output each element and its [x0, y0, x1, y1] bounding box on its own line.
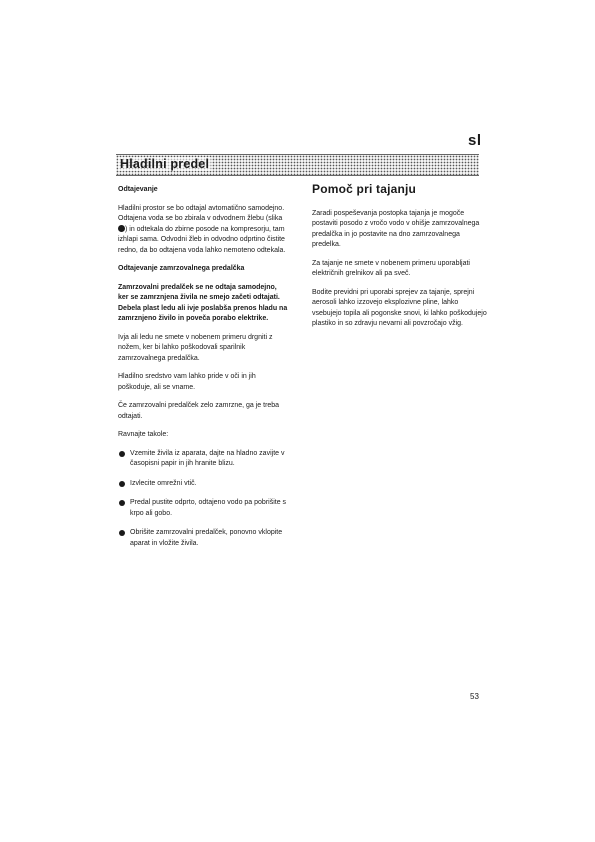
defrost-paragraph	[118, 204, 288, 257]
help-heading: Pomoč pri tajanju	[312, 182, 417, 196]
defrost-text-b: ) in odtekala do zbirne posode na kompresorju, tam izhlapi sama. Odvodni žleb in odvodno odprtino čistite redno, da bo odtajena voda lahko nemoteno odtekala.	[118, 225, 286, 254]
help-paragraph-1: Zaradi pospeševanja postopka tajanja je mogoče postaviti posodo z vročo vodo v ohišje zamrzovalnega predalčka in jo postavite na dno zamrzovalnega predelka.	[312, 209, 480, 248]
bullet-icon	[119, 451, 125, 457]
paragraph-instructions: Ravnajte takole:	[118, 431, 169, 438]
defrost-heading: Odtajevanje	[118, 186, 158, 193]
steps-list	[118, 449, 288, 550]
list-item	[118, 449, 288, 470]
freezer-defrost-heading: Odtajevanje zamrzovalnega predalčka	[118, 265, 245, 272]
figure-reference-icon	[118, 225, 125, 232]
list-item	[118, 528, 288, 549]
section-header-bar	[116, 154, 479, 176]
section-title: Hladilni predel	[120, 157, 210, 171]
step-text: Obrišite zamrzovalni predalček, ponovno vklopite aparat in vložite živila.	[130, 529, 283, 547]
paragraph-when-defrost: Če zamrzovalni predalček zelo zamrzne, ga je treba odtajati.	[118, 402, 280, 420]
bullet-icon	[119, 500, 125, 506]
page-number: 53	[470, 692, 479, 701]
bullet-icon	[119, 530, 125, 536]
list-item	[118, 479, 288, 490]
language-code: sl	[468, 132, 482, 149]
freezer-warning-paragraph: Zamrzovalni predalček se ne odtaja samodejno, ker se zamrznjena živila ne smejo začeti odtajati. Debela plast ledu ali ivje poslabša prenos hladu na zamrznjeno živilo in poveča porabo elektrike.	[118, 283, 288, 322]
left-column	[118, 185, 288, 558]
step-text: Predal pustite odprto, odtajeno vodo pa pobrišite s krpo ali gobo.	[130, 499, 287, 517]
bullet-icon	[119, 481, 125, 487]
paragraph-refrigerant: Hladilno sredstvo vam lahko pride v oči in jih poškoduje, ali se vname.	[118, 373, 256, 391]
right-column	[312, 184, 487, 338]
step-text: Izvlecite omrežni vtič.	[130, 479, 197, 487]
step-text: Vzemite živila iz aparata, dajte na hladno zavijte v časopisni papir in jih hranite blizu.	[130, 449, 285, 467]
list-item	[118, 498, 288, 519]
help-paragraph-3: Bodite previdni pri uporabi sprejev za tajanje, sprejni aerosoli lahko izzovejo eksplozivne pline, lahko vsebujejo topila ali pogonske snovi, ki lahko poškodujejo plastiko in so zdravju nevarni ali povzročajo vžig.	[312, 288, 487, 327]
paragraph-ice-knife: Ivja ali ledu ne smete v nobenem primeru drgniti z nožem, ker bi lahko poškodovali sparilnik zamrzovalnega predalčka.	[118, 333, 273, 362]
defrost-text-a: Hladilni prostor se bo odtajal avtomatično samodejno. Odtajena voda se bo zbirala v odvodnem žlebu (slika	[118, 204, 285, 222]
help-paragraph-2: Za tajanje ne smete v nobenem primeru uporabljati električnih grelnikov ali pa sveč.	[312, 259, 470, 277]
